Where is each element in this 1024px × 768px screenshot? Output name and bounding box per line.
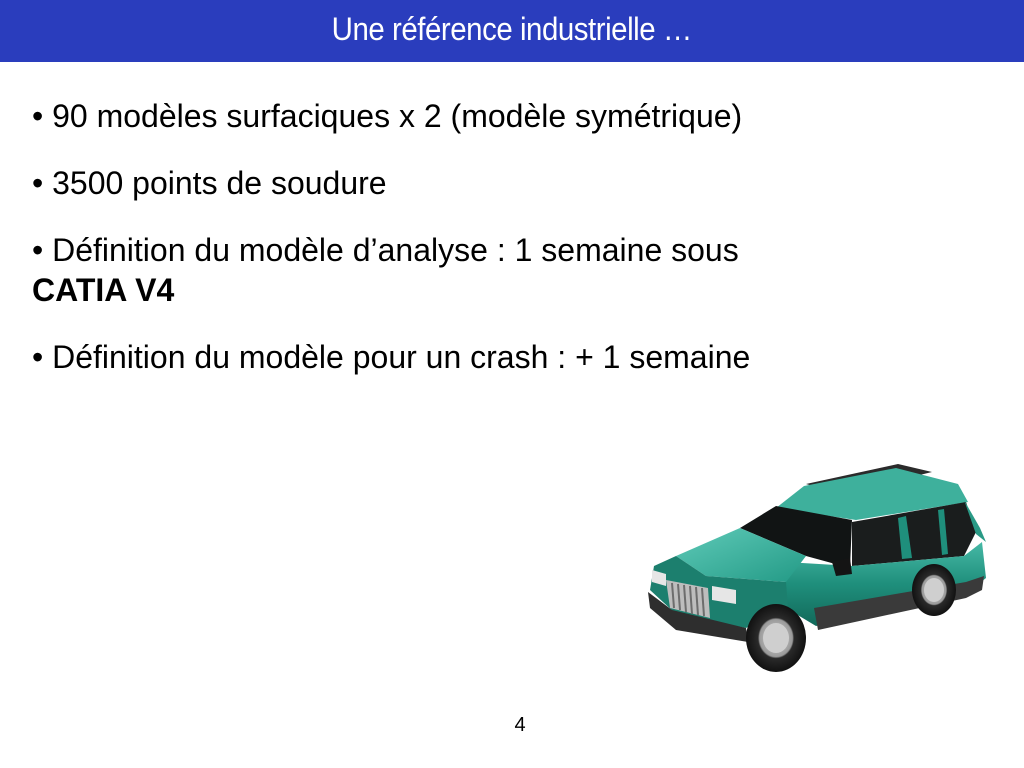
bullet-item bbox=[32, 96, 992, 136]
bullet-text: • Définition du modèle d’analyse : 1 semaine sous bbox=[32, 232, 739, 268]
slide-title: Une référence industrielle … bbox=[331, 10, 693, 47]
bullet-strong-text: CATIA V4 bbox=[32, 272, 175, 308]
bullet-text: • 90 modèles surfaciques x 2 (modèle symétrique) bbox=[32, 98, 743, 134]
bullet-item bbox=[32, 337, 992, 377]
car-3d-model-image bbox=[636, 458, 988, 680]
bullet-item bbox=[32, 163, 992, 203]
bullet-list bbox=[32, 96, 992, 404]
bullet-item bbox=[32, 230, 992, 310]
slide-title-bar bbox=[0, 0, 1024, 62]
bullet-text: • Définition du modèle pour un crash : + 1 semaine bbox=[32, 339, 751, 375]
page-number: 4 bbox=[514, 714, 526, 736]
bullet-text: • 3500 points de soudure bbox=[32, 165, 387, 201]
